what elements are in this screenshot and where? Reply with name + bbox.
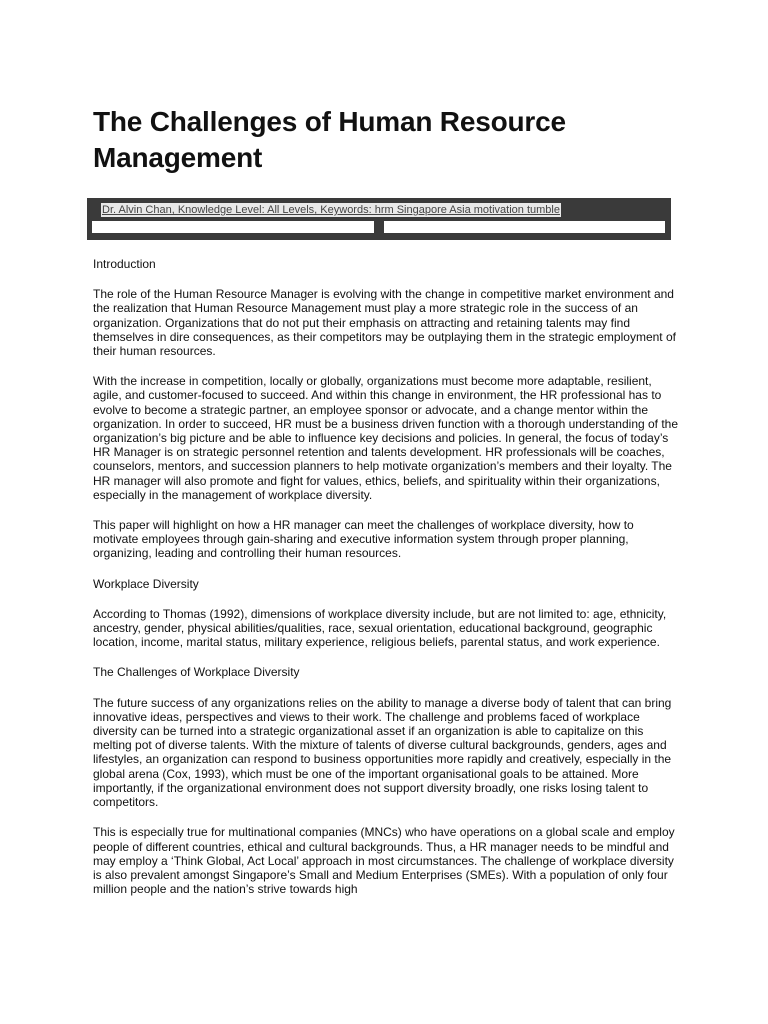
section-heading-workplace-diversity: Workplace Diversity: [93, 576, 199, 591]
paragraph: With the increase in competition, locally or globally, organizations must become more adaptable, resilient, agile, and customer-focused to succeed. And within this change in environment, the HR professional has to evolve to become a strategic partner, an employee sponsor or advocate, and a change mentor within the organization. In order to succeed, HR must be a business driven function with a thorough understanding of the organization’s big picture and be able to influence key decisions and policies. In general, the focus of today’s HR Manager is on strategic personnel retention and talents development. HR professionals will be coaches, counselors, mentors, and succession planners to help motivate organization’s members and their loyalty. The HR manager will also promote and fight for values, ethics, beliefs, and spirituality within their organizations, especially in the management of workplace diversity.: [93, 374, 679, 502]
metadata-cell-left: [92, 221, 374, 233]
metadata-table: [87, 198, 671, 240]
paragraph: This paper will highlight on how a HR manager can meet the challenges of workplace diversity, how to motivate employees through gain-sharing and executive information system through proper planning, organizing, leading and controlling their human resources.: [93, 518, 634, 561]
article-body: [93, 257, 681, 896]
page-title: The Challenges of Human Resource Management: [93, 106, 566, 173]
paragraph: The future success of any organizations relies on the ability to manage a diverse body of talent that can bring innovative ideas, perspectives and views to their work. The challenge and problems faced of workplace diversity can be turned into a strategic organizational asset if an organization is able to capitalize on this melting pot of diverse talents. With the mixture of talents of diverse cultural backgrounds, genders, ages and lifestyles, an organization can respond to business opportunities more rapidly and creatively, especially in the global arena (Cox, 1993), which must be one of the important organisational goals to be attained. More importantly, if the organizational environment does not support diversity broadly, one risks losing talent to competitors.: [93, 695, 672, 810]
paragraph: The role of the Human Resource Manager is evolving with the change in competitive market environment and the realization that Human Resource Management must play a more strategic role in the success of an organization. Organizations that do not put their emphasis on attracting and retaining talents may find themselves in dire consequences, as their competitors may be outplaying them in the strategic employment of their human resources.: [93, 287, 676, 359]
paragraph: This is especially true for multinational companies (MNCs) who have operations on a global scale and employ people of different countries, ethical and cultural backgrounds. Thus, a HR manager needs to be mindful and may employ a ‘Think Global, Act Local’ approach in most circumstances. The challenge of workplace diversity is also prevalent amongst Singapore’s Small and Medium Enterprises (SMEs). With a population of only four million people and the nation’s strive towards high: [93, 825, 675, 897]
paragraph: According to Thomas (1992), dimensions of workplace diversity include, but are not limited to: age, ethnicity, ancestry, gender, physical abilities/qualities, race, sexual orientation, educational background, geographic location, income, marital status, military experience, religious beliefs, parental status, and work experience.: [93, 606, 667, 650]
metadata-cell-right: [384, 221, 665, 233]
section-heading-challenges: The Challenges of Workplace Diversity: [93, 665, 300, 680]
document: [93, 104, 677, 176]
author-keywords-line[interactable]: Dr. Alvin Chan, Knowledge Level: All Levels, Keywords: hrm Singapore Asia motivation tumble: [102, 204, 560, 216]
section-heading-introduction: Introduction: [93, 257, 156, 271]
